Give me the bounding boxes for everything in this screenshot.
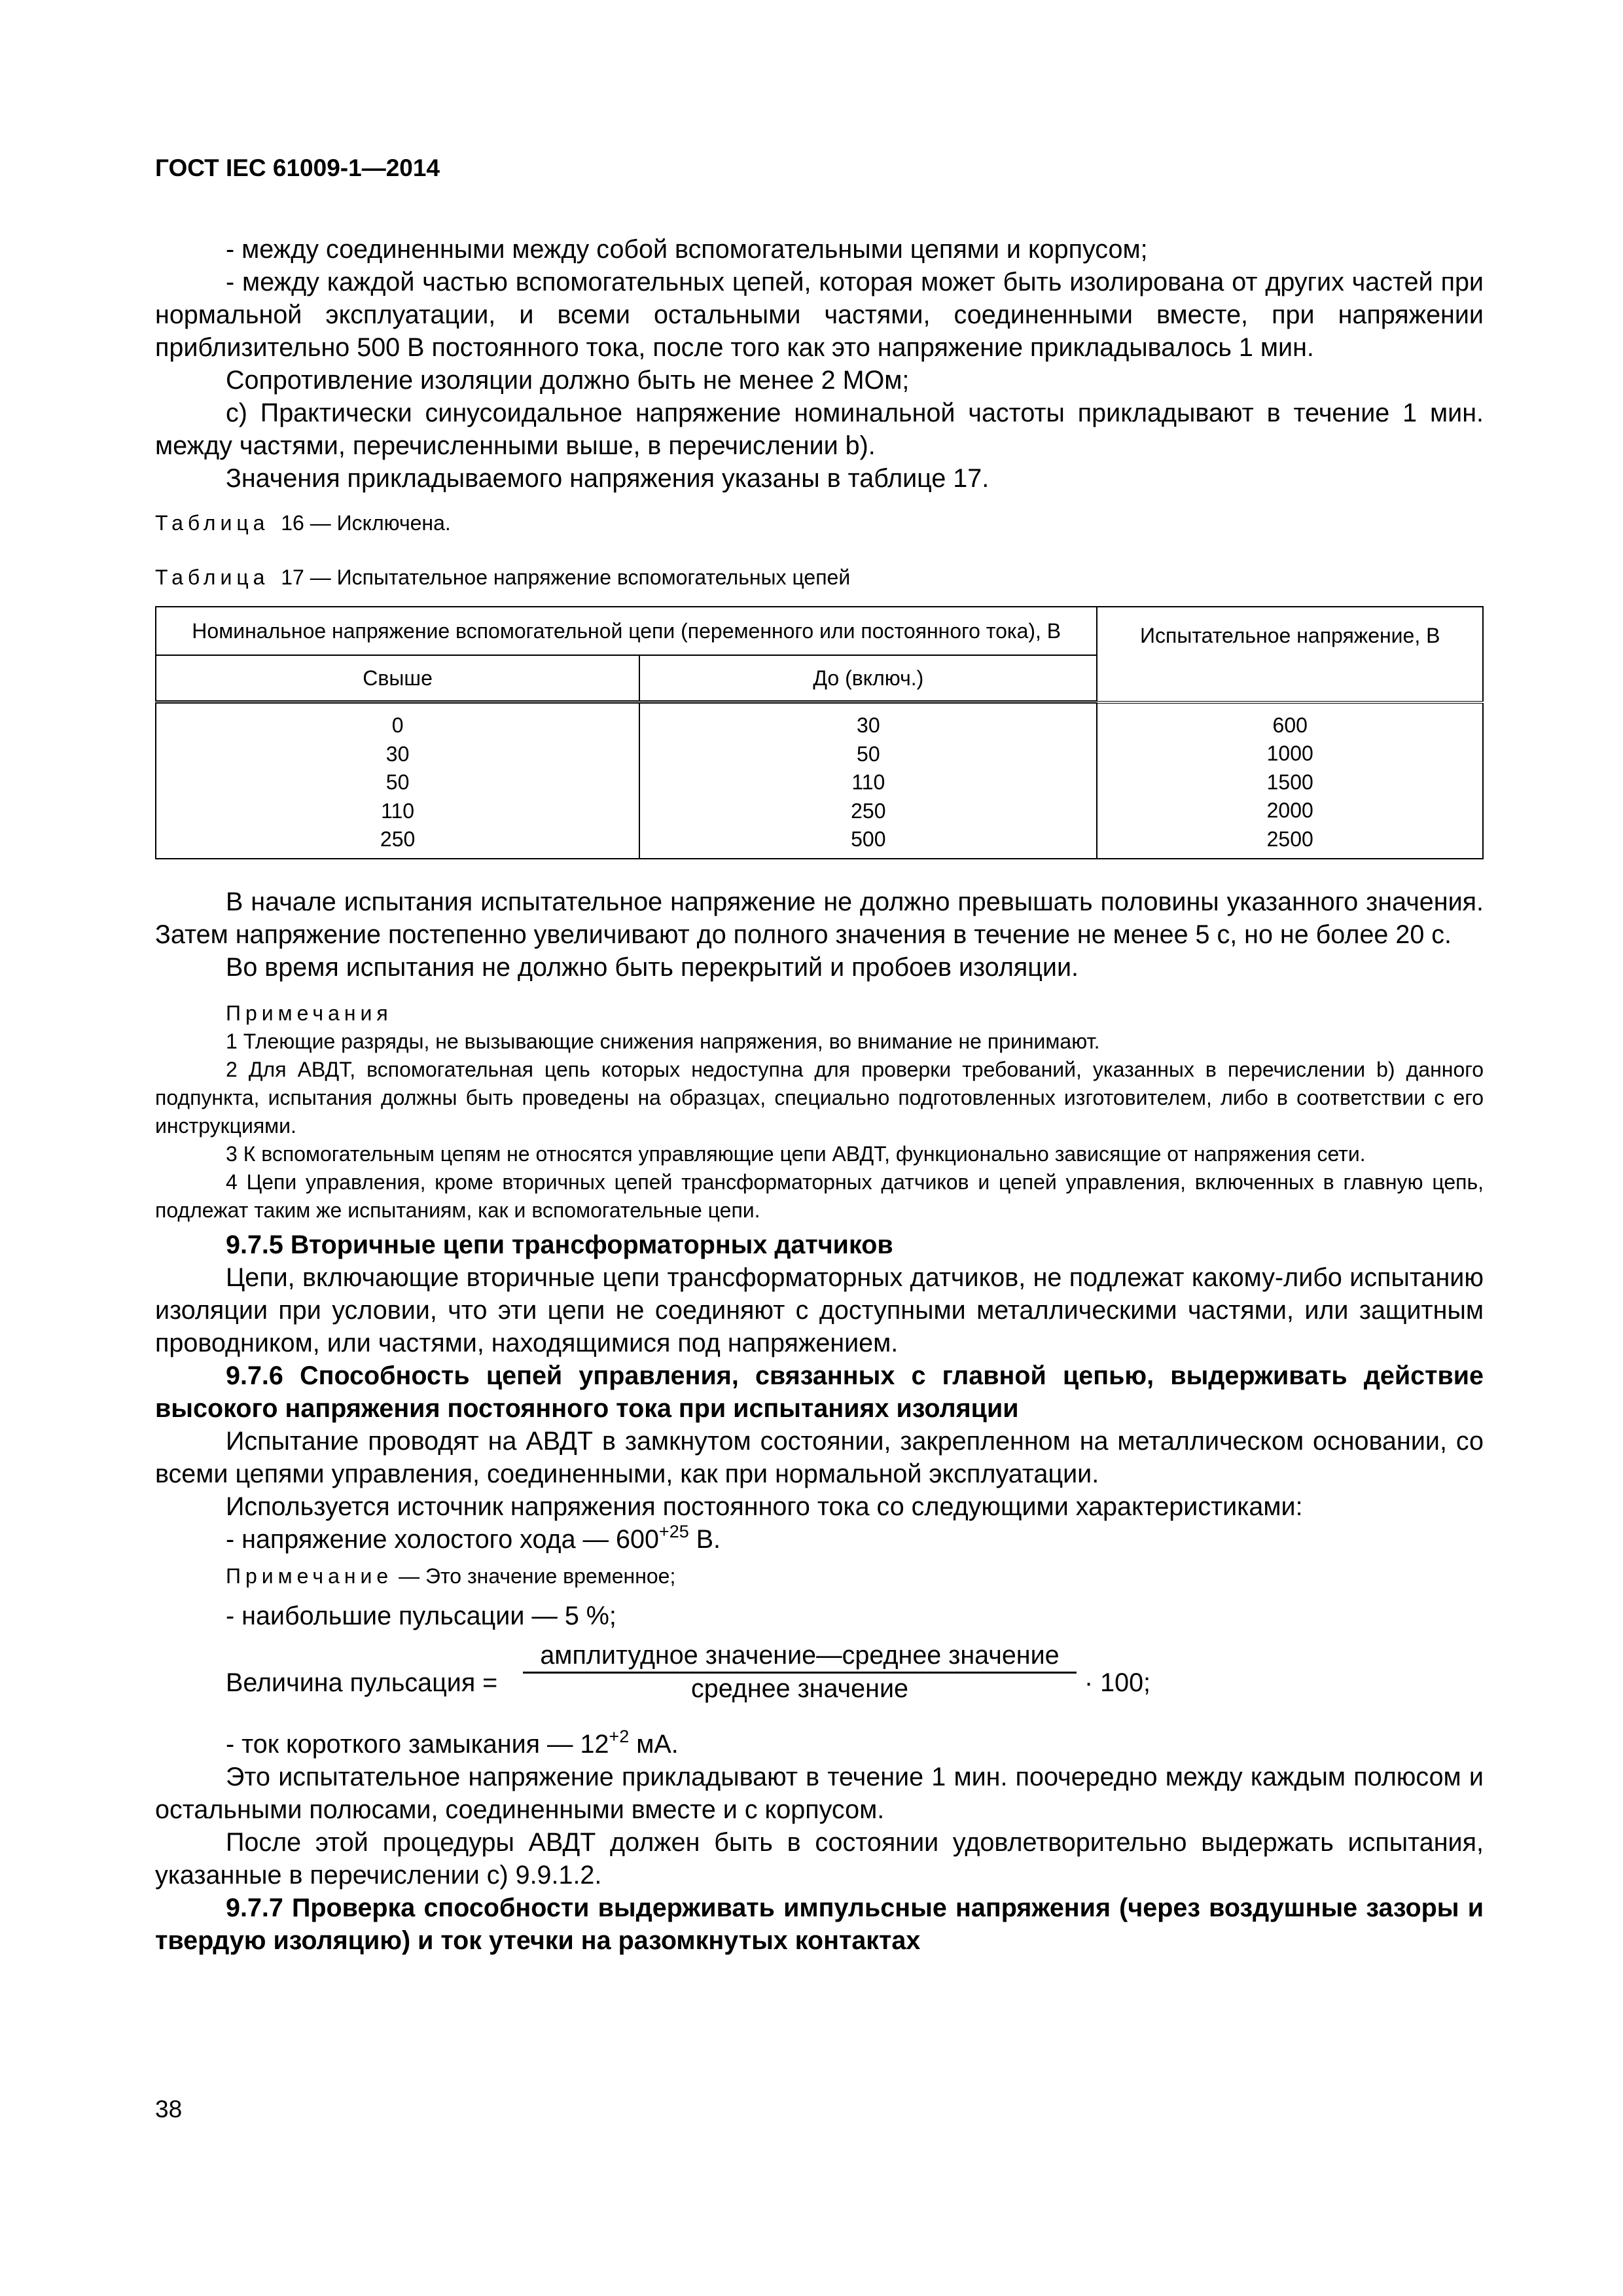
- notes-title: Примечания: [226, 1001, 393, 1025]
- short-circuit-unit: мА.: [629, 1729, 679, 1759]
- table-cell: 30: [385, 742, 410, 766]
- table-cell: 250: [851, 798, 886, 823]
- note-3: 3 К вспомогательным цепям не относятся управляющие цепи АВДТ, функционально зависящие от напряжения сети.: [226, 1141, 1366, 1166]
- formula-denominator: среднее значение: [690, 1674, 908, 1703]
- section-9-7-6-p1: Испытание проводят на АВДТ в замкнутом состоянии, закрепленном на металлическом основании, со всеми цепями управления, соединенными, как при нормальной эксплуатации.: [155, 1426, 1484, 1488]
- paragraph-7: Во время испытания не должно быть перекрытий и пробоев изоляции.: [226, 952, 1079, 982]
- paragraph-1: - между соединенными между собой вспомогательными цепями и корпусом;: [226, 235, 1148, 264]
- table17-caption: [155, 564, 1484, 592]
- body-text: [155, 233, 1484, 1957]
- short-circuit-sup: +2: [609, 1726, 630, 1746]
- note-temporary: [155, 1562, 1484, 1590]
- section-9-7-7-title: 9.7.7 Проверка способности выдерживать импульсные напряжения (через воздушные зазоры и твердую изоляцию) и ток утечки на разомкнутых контактах: [155, 1893, 1484, 1955]
- note-2: 2 Для АВДТ, вспомогательная цепь которых недоступна для проверки требований, указанных в перечислении b) данного подпункта, испытания должны быть проведены на образцах, специально подготовленных изготовителем, либо в соответствии с его инструкциями.: [155, 1057, 1484, 1138]
- paragraph-5: Значения прикладываемого напряжения указаны в таблице 17.: [226, 464, 990, 493]
- note-text: — Это значение временное;: [393, 1564, 676, 1588]
- table17-label: Таблица: [155, 565, 270, 589]
- table17-header-test: Испытательное напряжение, В: [1097, 607, 1483, 702]
- table-cell: 500: [851, 827, 886, 851]
- table17-caption-text: 17 — Испытательное напряжение вспомогательных цепей: [281, 565, 851, 589]
- paragraph-3: Сопротивление изоляции должно быть не менее 2 МОм;: [226, 366, 910, 395]
- section-9-7-6-p4: После этой процедуры АВДТ должен быть в состоянии удовлетворительно выдержать испытания, указанные в перечислении c) 9.9.1.2.: [155, 1827, 1484, 1890]
- table17-header-main: Номинальное напряжение вспомогательной цепи (переменного или постоянного тока), В: [156, 607, 1097, 655]
- table-cell: 110: [381, 798, 415, 823]
- table-cell: 600: [1272, 713, 1308, 737]
- table16-label: Таблица: [155, 511, 270, 535]
- table-cell: 1500: [1266, 770, 1313, 794]
- table-cell: 50: [857, 742, 880, 766]
- table16-text: 16 — Исключена.: [281, 511, 451, 535]
- note-4: 4 Цепи управления, кроме вторичных цепей трансформаторных датчиков и цепей управления, включенных в главную цепь, подлежат таким же испытаниям, как и вспомогательные цепи.: [155, 1170, 1484, 1222]
- formula-label: Величина пульсация =: [226, 1668, 498, 1697]
- open-circuit-unit: В.: [688, 1524, 721, 1554]
- table17-col-above: Свыше: [156, 655, 639, 702]
- paragraph-6: В начале испытания испытательное напряжение не должно превышать половины указанного значения. Затем напряжение постепенно увеличивают до полного значения в течение не менее 5 с, но не более 20 с.: [155, 887, 1484, 949]
- note-1: 1 Тлеющие разряды, не вызывающие снижения напряжения, во внимание не принимают.: [226, 1029, 1100, 1053]
- short-circuit-current: [155, 1728, 1484, 1761]
- table-cell: 50: [385, 770, 410, 794]
- section-9-7-5-text: Цепи, включающие вторичные цепи трансформаторных датчиков, не подлежат какому-либо испытанию изоляции при условии, что эти цепи не соединяют с доступными металлическими частями, или защитным проводником, или частями, находящимися под напряжением.: [155, 1263, 1484, 1357]
- formula-numerator: амплитудное значение—среднее значение: [540, 1640, 1060, 1670]
- document-header: ГОСТ IEC 61009-1—2014: [155, 154, 440, 181]
- table17-test-cell: [1097, 702, 1483, 859]
- open-circuit-text: - напряжение холостого хода — 600: [226, 1524, 659, 1554]
- section-9-7-6-p2: Используется источник напряжения постоянного тока со следующими характеристиками:: [226, 1492, 1303, 1521]
- table-cell: 0: [391, 713, 404, 737]
- open-circuit-sup: +25: [658, 1521, 689, 1541]
- section-9-7-6-p3: Это испытательное напряжение прикладывают в течение 1 мин. поочередно между каждым полюсом и остальными полюсами, соединенными вместе и с корпусом.: [155, 1762, 1484, 1824]
- table-cell: 30: [857, 713, 880, 737]
- table-cell: 250: [380, 827, 416, 851]
- paragraph-2: - между каждой частью вспомогательных цепей, которая может быть изолирована от других частей при нормальной эксплуатации, и всеми остальными частями, соединенными вместе, при напряжении приблизительно 500 В постоянного тока, после того как это напряжение прикладывалось 1 мин.: [155, 268, 1484, 362]
- short-circuit-text: - ток короткого замыкания — 12: [226, 1729, 609, 1759]
- table-row: [156, 702, 1483, 859]
- table-cell: 2000: [1266, 798, 1313, 822]
- table-cell: 2500: [1266, 827, 1313, 851]
- table16-caption: [155, 509, 1484, 537]
- section-9-7-6-title: 9.7.6 Способность цепей управления, связанных с главной цепью, выдерживать действие высокого напряжения постоянного тока при испытаниях изоляции: [155, 1361, 1484, 1423]
- page-number: 38: [155, 2096, 183, 2123]
- formula-fraction: [523, 1640, 1077, 1704]
- paragraph-4: c) Практически синусоидальное напряжение номинальной частоты прикладывают в течение 1 мин. между частями, перечисленными выше, в перечислении b).: [155, 399, 1484, 460]
- open-circuit-voltage: [155, 1523, 1484, 1556]
- table17: [155, 606, 1484, 859]
- ripple-formula: [155, 1640, 1484, 1724]
- table17-above-cell: [156, 702, 639, 859]
- ripple-line: - наибольшие пульсации — 5 %;: [226, 1601, 616, 1630]
- table17-upto-cell: [639, 702, 1097, 859]
- note-label: Примечание: [226, 1564, 393, 1588]
- formula-tail: · 100;: [1084, 1668, 1151, 1697]
- section-9-7-5-title: 9.7.5 Вторичные цепи трансформаторных датчиков: [226, 1230, 893, 1259]
- table17-col-upto: До (включ.): [639, 655, 1097, 702]
- table-cell: 1000: [1266, 742, 1313, 765]
- table-cell: 110: [851, 770, 885, 794]
